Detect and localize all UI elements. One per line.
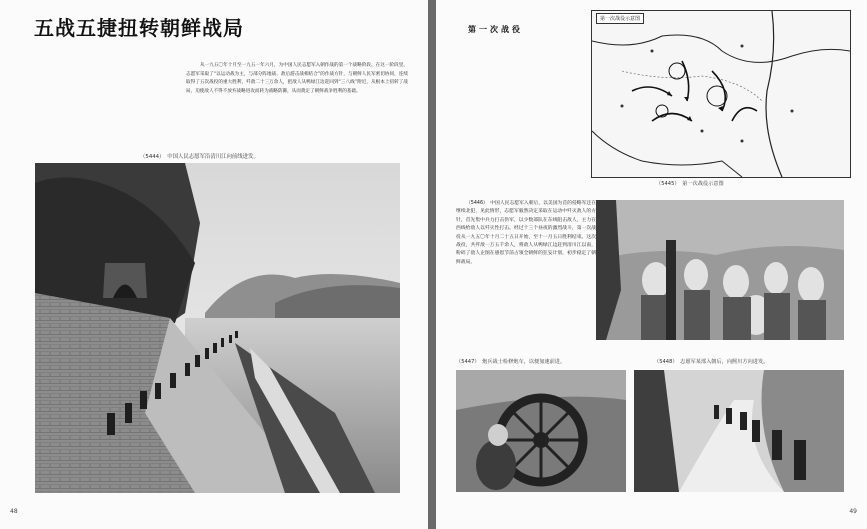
left-page — [0, 0, 428, 529]
photo-artillery-wheel-repair — [456, 370, 626, 492]
map-caption-5445: （5445） 第一次战役示意图 — [656, 181, 724, 187]
photo-caption-5448: （5448） 志愿军某部入朝后，向熙川方向进发。 — [654, 359, 769, 365]
intro-paragraph: 从一九五〇年十月至一九五一年六月，为中国人民志愿军入朝作战的第一个战略阶段。在这一阶段里，志愿军采取了“以运动战为主，与部分阵地战、敌后游击战相结合”的作战方针，与朝鲜人民军密切协同，连续取得了五次战役的重大胜利，歼敌二十三万余人，把敌人从鸭绿江边赶回到“三八线”附近，从根本上扭转了战局，迫使敌人不得不放弃战略进攻而转为战略防御，从而奠定了朝鲜战争胜利的基础。 — [186, 63, 408, 94]
page-title: 五战五捷扭转朝鲜战局 — [34, 16, 244, 40]
photo-troops-march-riverside — [35, 163, 400, 493]
photo-5447-image — [456, 370, 626, 492]
photo-5448-image — [634, 370, 844, 492]
right-page — [436, 0, 867, 529]
photo-troops-snow-march — [634, 370, 844, 492]
body-paragraph-5446: （5446） 中国人民志愿军入朝后，以美国为首的侵略军还在继续北犯，见此情形，志愿军毅然决定采取在运动中歼灭敌人的方针，首先集中兵力打击伪军，以少数部队在东线阻击敌人，主力在西线给敌人以歼灭性打击。经过十三个昼夜的激烈战斗，第一次战役从一九五〇年十月二十五日开始，至十一月五日胜利结束。这次战役，共歼敌一万五千余人，将敌人从鸭绿江边赶到清川江以南，粉碎了敌人企图在感恩节前占领全朝鲜的狂妄计划，初步稳定了朝鲜战局。 — [456, 201, 596, 265]
photo-5446-image — [596, 200, 844, 340]
page-number-right: 49 — [849, 508, 857, 515]
page-number-left: 48 — [10, 508, 18, 515]
section-title: 第一次战役 — [468, 24, 523, 34]
photo-soldiers-gathering — [596, 200, 844, 340]
campaign-map-drawing — [592, 11, 850, 177]
photo-caption-5444: （5444） 中国人民志愿军沿清川江向前线进发。 — [140, 154, 259, 160]
map-title: 第一次战役示意图 — [596, 13, 644, 24]
photo-caption-5447: （5447） 炮兵战士检修炮车，以便加速前进。 — [456, 359, 566, 365]
campaign-map — [591, 10, 851, 178]
photo-5444-image — [35, 163, 400, 493]
book-gutter — [428, 0, 436, 529]
